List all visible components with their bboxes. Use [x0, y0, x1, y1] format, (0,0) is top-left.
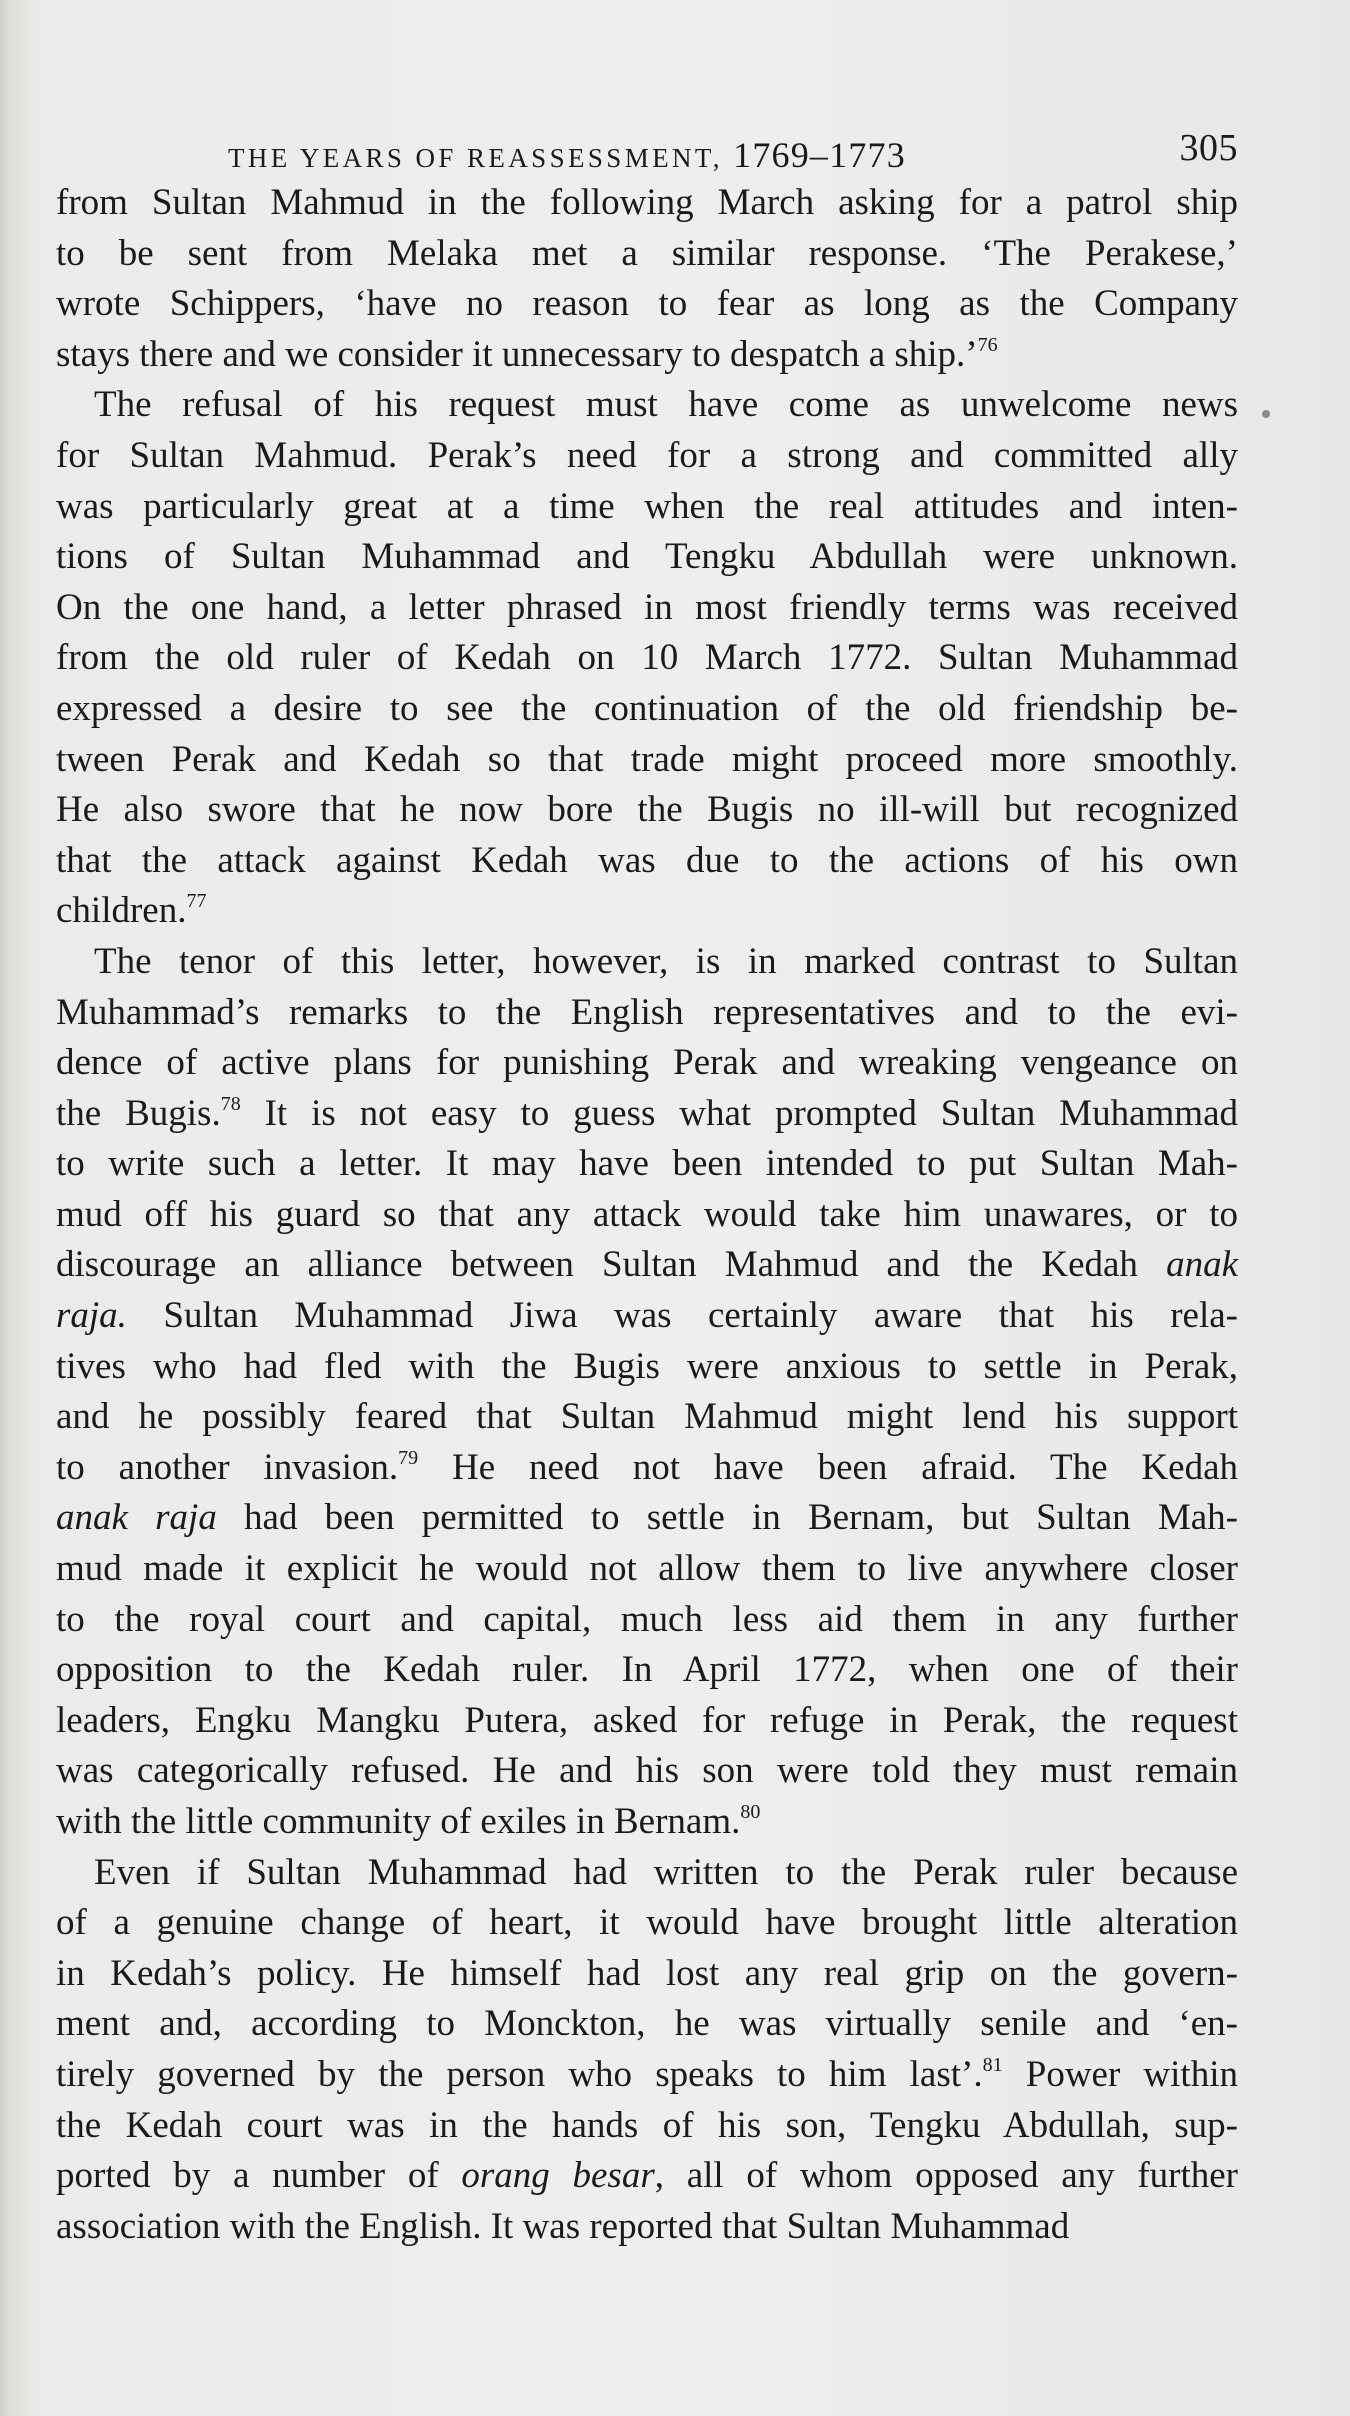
text-line: discourage an alliance between Sultan Mahmud and the Kedah anak: [56, 1244, 1238, 1286]
italic-term: anak raja: [56, 1497, 217, 1539]
footnote-marker: 77: [186, 890, 207, 913]
running-title-years: 1769–1773: [733, 135, 906, 175]
text-line: ported by a number of orang besar, all of whom opposed any further: [56, 2155, 1239, 2197]
text-line: the Kedah court was in the hands of his son, Tengku Abdullah, sup-: [56, 2104, 1238, 2146]
text-line: tions of Sultan Muhammad and Tengku Abdullah were unknown.: [56, 536, 1238, 578]
footnote-marker: 81: [982, 2053, 1003, 2076]
page-number: 305: [1179, 127, 1238, 169]
margin-mark: [1262, 410, 1270, 418]
paragraph: [56, 1848, 1238, 2253]
text-line: of a genuine change of heart, it would have brought little alteration: [56, 1902, 1238, 1944]
italic-term: anak: [1166, 1244, 1238, 1286]
body-text: [56, 178, 1238, 2252]
text-line: to another invasion.$^{79}$ He need not have been afraid. The Kedah: [56, 1446, 1238, 1488]
text-line: and he possibly feared that Sultan Mahmud might lend his support: [56, 1396, 1238, 1438]
paragraph: [56, 380, 1238, 937]
text-line: to the royal court and capital, much less aid them in any further: [56, 1598, 1238, 1640]
text-line: ment and, according to Monckton, he was virtually senile and ‘en-: [56, 2003, 1238, 2045]
italic-term: raja.: [56, 1295, 127, 1337]
text-line: to be sent from Melaka met a similar response. ‘The Perakese,’: [56, 232, 1238, 274]
text-line: from Sultan Mahmud in the following March asking for a patrol ship: [56, 182, 1238, 223]
italic-term: orang besar: [461, 2155, 655, 2197]
text-line: On the one hand, a letter phrased in most friendly terms was received: [56, 586, 1238, 628]
text-line: from the old ruler of Kedah on 10 March 1772. Sultan Muhammad: [56, 637, 1238, 679]
text-line: that the attack against Kedah was due to the actions of his own: [56, 839, 1238, 881]
text-line: to write such a letter. It may have been intended to put Sultan Mah-: [56, 1143, 1238, 1185]
paragraph: [56, 937, 1238, 1848]
footnote-marker: 80: [740, 1801, 761, 1823]
running-title-text: THE YEARS OF REASSESSMENT,: [228, 143, 723, 173]
text-line: The refusal of his request must have come as unwelcome news: [94, 384, 1238, 426]
text-line: mud made it explicit he would not allow them to live anywhere closer: [56, 1548, 1238, 1590]
text-line: expressed a desire to see the continuation of the old friendship be-: [56, 687, 1238, 729]
text-line: stays there and we consider it unnecessary to despatch a ship.’$^{76}$: [56, 333, 998, 375]
text-line: for Sultan Mahmud. Perak’s need for a strong and committed ally: [56, 434, 1238, 476]
text-line: raja. Sultan Muhammad Jiwa was certainly aware that his rela-: [56, 1295, 1238, 1337]
text-line: was particularly great at a time when the real attitudes and inten-: [56, 485, 1238, 527]
footnote-marker: 76: [977, 333, 998, 356]
paragraph: [56, 178, 1238, 380]
text-line: leaders, Engku Mangku Putera, asked for refuge in Perak, the request: [56, 1699, 1238, 1741]
text-line: opposition to the Kedah ruler. In April 1772, when one of their: [56, 1649, 1238, 1691]
running-header: [228, 126, 1238, 176]
text-line: dence of active plans for punishing Perak and wreaking vengeance on: [56, 1042, 1238, 1084]
text-line: Muhammad’s remarks to the English representatives and to the evi-: [56, 991, 1238, 1033]
text-line: Even if Sultan Muhammad had written to the Perak ruler because: [94, 1851, 1238, 1893]
footnote-marker: 78: [220, 1092, 241, 1115]
text-line: was categorically refused. He and his son were told they must remain: [56, 1750, 1238, 1792]
text-line: association with the English. It was reported that Sultan Muhammad: [56, 2205, 1070, 2247]
text-line: tives who had fled with the Bugis were anxious to settle in Perak,: [56, 1345, 1238, 1387]
running-title: [228, 134, 906, 176]
text-line: He also swore that he now bore the Bugis no ill-will but recognized: [56, 789, 1238, 831]
text-line: tirely governed by the person who speaks to him last’.$^{81}$ Power within: [56, 2053, 1238, 2095]
text-line: mud off his guard so that any attack would take him unawares, or to: [56, 1193, 1238, 1235]
text-line: tween Perak and Kedah so that trade might proceed more smoothly.: [56, 738, 1238, 780]
text-line: children.$^{77}$: [56, 890, 207, 932]
text-line: the Bugis.$^{78}$ It is not easy to guess what prompted Sultan Muhammad: [56, 1092, 1238, 1134]
text-line: with the little community of exiles in Bernam.$^{80}$: [56, 1801, 761, 1842]
text-line: The tenor of this letter, however, is in marked contrast to Sultan: [94, 940, 1238, 982]
text-line: wrote Schippers, ‘have no reason to fear as long as the Company: [56, 283, 1238, 325]
footnote-marker: 79: [398, 1446, 419, 1469]
text-line: anak raja had been permitted to settle in Bernam, but Sultan Mah-: [56, 1497, 1238, 1539]
text-line: in Kedah’s policy. He himself had lost any real grip on the govern-: [56, 1952, 1238, 1994]
